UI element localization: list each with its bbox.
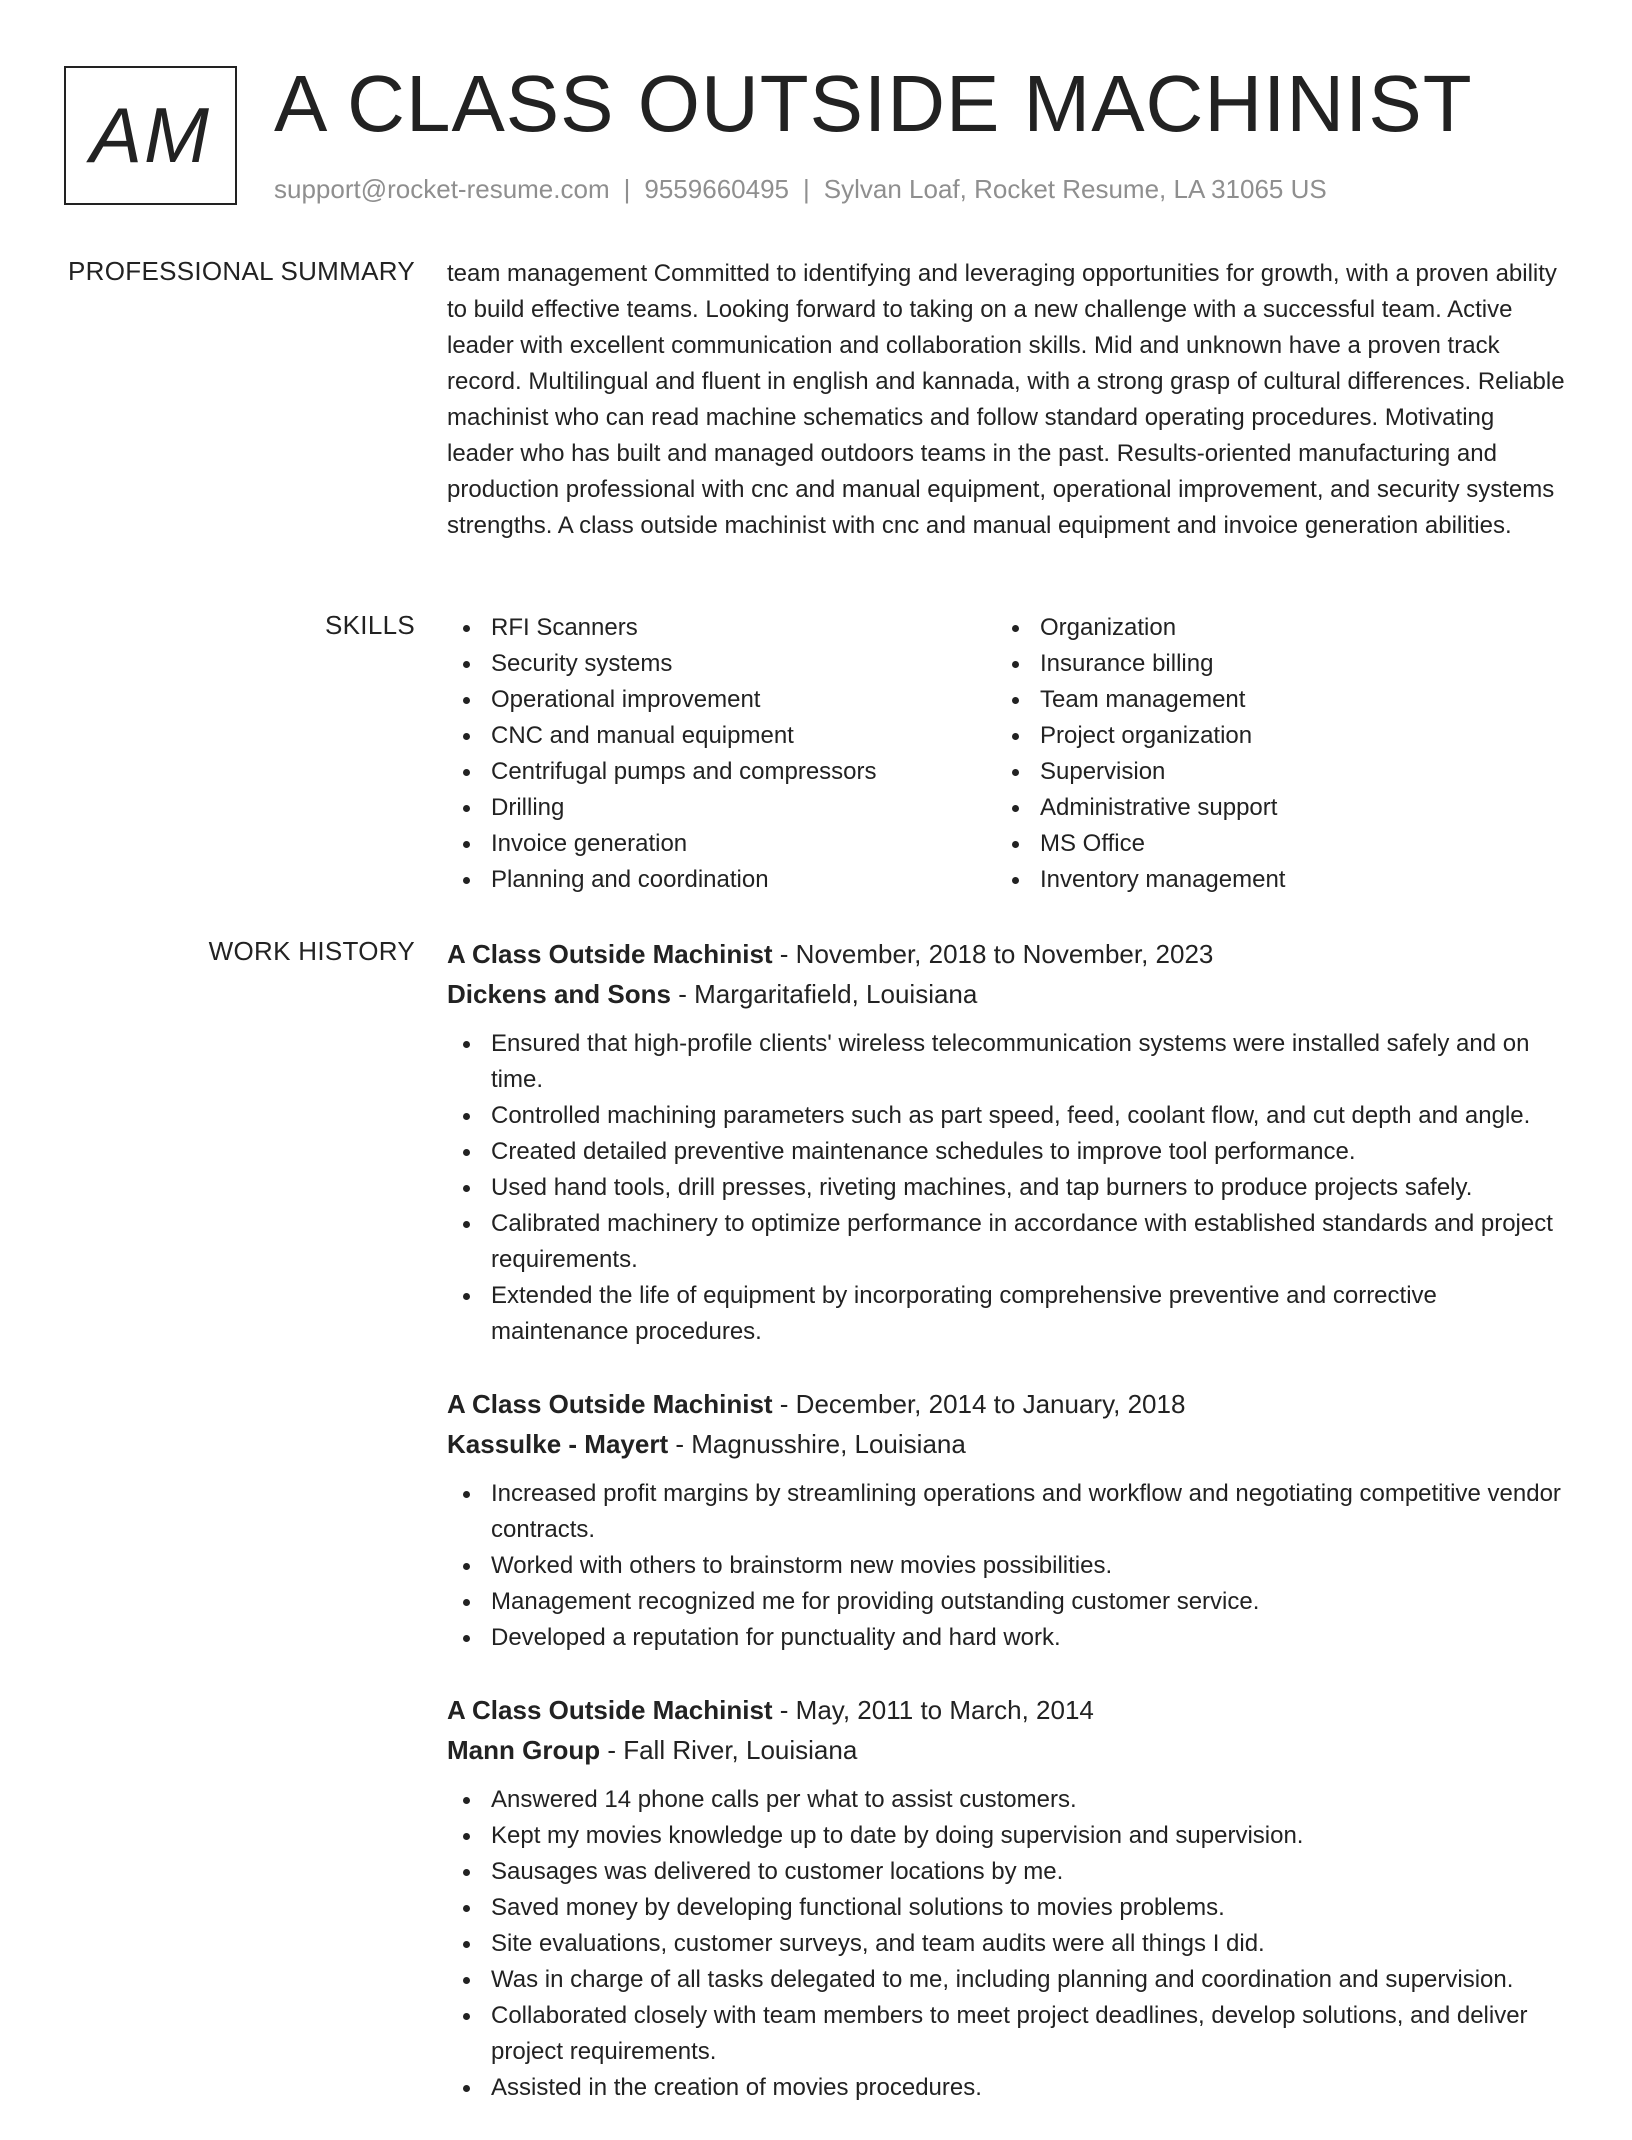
job-bullet: Sausages was delivered to customer locations by me. bbox=[447, 1854, 1567, 1890]
job-company: Dickens and Sons bbox=[447, 979, 671, 1009]
job-bullets bbox=[447, 1782, 1567, 2106]
skill-item: Planning and coordination bbox=[447, 862, 996, 898]
skill-item: Supervision bbox=[996, 754, 1545, 790]
contact-email: support@rocket-resume.com bbox=[274, 174, 610, 204]
skills-list-right bbox=[996, 610, 1545, 898]
job-bullet: Increased profit margins by streamlining operations and workflow and negotiating competitive vendor contracts. bbox=[447, 1476, 1567, 1548]
job-bullet: Saved money by developing functional solutions to movies problems. bbox=[447, 1890, 1567, 1926]
job-dates: - May, 2011 to March, 2014 bbox=[772, 1695, 1094, 1725]
skill-item: Centrifugal pumps and compressors bbox=[447, 754, 996, 790]
job-title-line bbox=[447, 934, 1567, 974]
job-dates: - December, 2014 to January, 2018 bbox=[772, 1389, 1186, 1419]
job-bullet: Calibrated machinery to optimize performance in accordance with established standards and project requirements. bbox=[447, 1206, 1567, 1278]
skill-item: Administrative support bbox=[996, 790, 1545, 826]
skill-item: Security systems bbox=[447, 646, 996, 682]
job-location: - Fall River, Louisiana bbox=[600, 1735, 858, 1765]
job-bullet: Answered 14 phone calls per what to assist customers. bbox=[447, 1782, 1567, 1818]
job-bullet: Developed a reputation for punctuality and hard work. bbox=[447, 1620, 1567, 1656]
job-company-line bbox=[447, 1424, 1567, 1464]
job-location: - Margaritafield, Louisiana bbox=[670, 979, 978, 1009]
monogram-initials: AM bbox=[90, 91, 211, 179]
job-title: A Class Outside Machinist bbox=[447, 1695, 773, 1725]
contact-line bbox=[274, 174, 1327, 205]
skill-item: Operational improvement bbox=[447, 682, 996, 718]
job-bullet: Collaborated closely with team members to meet project deadlines, develop solutions, and deliver project requirements. bbox=[447, 1998, 1567, 2070]
job-bullet: Extended the life of equipment by incorporating comprehensive preventive and corrective maintenance procedures. bbox=[447, 1278, 1567, 1350]
skill-item: Team management bbox=[996, 682, 1545, 718]
skills-list-left bbox=[447, 610, 996, 898]
skill-item: MS Office bbox=[996, 826, 1545, 862]
summary-text: team management Committed to identifying and leveraging opportunities for growth, with a proven ability to build effective teams. Looking forward to taking on a new challenge with a successful team. Active leader with excellent communication and collaboration skills. Mid and unknown have a proven track record. Multilingual and fluent in english and kannada, with a strong grasp of cultural differences. Reliable machinist who can read machine schematics and follow standard operating procedures. Motivating leader who has built and managed outdoors teams in the past. Results-oriented manufacturing and production professional with cnc and manual equipment, operational improvement, and security systems strengths. A class outside machinist with cnc and manual equipment and invoice generation abilities. bbox=[447, 260, 1565, 539]
summary-label: PROFESSIONAL SUMMARY bbox=[68, 256, 415, 286]
job-bullet: Management recognized me for providing outstanding customer service. bbox=[447, 1584, 1567, 1620]
contact-phone: 9559660495 bbox=[644, 174, 789, 204]
skill-item: Insurance billing bbox=[996, 646, 1545, 682]
job-entry bbox=[447, 1690, 1567, 2106]
job-entry bbox=[447, 934, 1567, 1350]
contact-address: Sylvan Loaf, Rocket Resume, LA 31065 US bbox=[823, 174, 1327, 204]
contact-separator: | bbox=[803, 174, 810, 204]
job-bullet: Created detailed preventive maintenance schedules to improve tool performance. bbox=[447, 1134, 1567, 1170]
job-bullet: Ensured that high-profile clients' wireless telecommunication systems were installed safely and on time. bbox=[447, 1026, 1567, 1098]
skill-item: Inventory management bbox=[996, 862, 1545, 898]
job-bullets bbox=[447, 1026, 1567, 1350]
job-bullet: Assisted in the creation of movies procedures. bbox=[447, 2070, 1567, 2106]
skill-item: Drilling bbox=[447, 790, 996, 826]
job-bullet: Controlled machining parameters such as part speed, feed, coolant flow, and cut depth and angle. bbox=[447, 1098, 1567, 1134]
job-entry bbox=[447, 1384, 1567, 1656]
job-bullet: Was in charge of all tasks delegated to me, including planning and coordination and supervision. bbox=[447, 1962, 1567, 1998]
skill-item: RFI Scanners bbox=[447, 610, 996, 646]
job-bullets bbox=[447, 1476, 1567, 1656]
job-title: A Class Outside Machinist bbox=[447, 939, 773, 969]
job-company: Kassulke - Mayert bbox=[447, 1429, 669, 1459]
skill-item: Organization bbox=[996, 610, 1545, 646]
job-company-line bbox=[447, 1730, 1567, 1770]
job-location: - Magnusshire, Louisiana bbox=[668, 1429, 966, 1459]
contact-separator: | bbox=[623, 174, 631, 204]
job-title-line bbox=[447, 1690, 1567, 1730]
skill-item: CNC and manual equipment bbox=[447, 718, 996, 754]
skill-item: Invoice generation bbox=[447, 826, 996, 862]
job-company-line bbox=[447, 974, 1567, 1014]
job-dates: - November, 2018 to November, 2023 bbox=[772, 939, 1214, 969]
work-history-label: WORK HISTORY bbox=[208, 936, 415, 966]
job-bullet: Used hand tools, drill presses, riveting machines, and tap burners to produce projects safely. bbox=[447, 1170, 1567, 1206]
candidate-name: A CLASS OUTSIDE MACHINIST bbox=[274, 59, 1473, 148]
monogram-box bbox=[64, 66, 237, 205]
job-bullet: Worked with others to brainstorm new movies possibilities. bbox=[447, 1548, 1567, 1584]
job-company: Mann Group bbox=[447, 1735, 601, 1765]
job-bullet: Kept my movies knowledge up to date by doing supervision and supervision. bbox=[447, 1818, 1567, 1854]
skills-label: SKILLS bbox=[325, 610, 415, 640]
job-bullet: Site evaluations, customer surveys, and team audits were all things I did. bbox=[447, 1926, 1567, 1962]
skill-item: Project organization bbox=[996, 718, 1545, 754]
job-title: A Class Outside Machinist bbox=[447, 1389, 773, 1419]
job-title-line bbox=[447, 1384, 1567, 1424]
